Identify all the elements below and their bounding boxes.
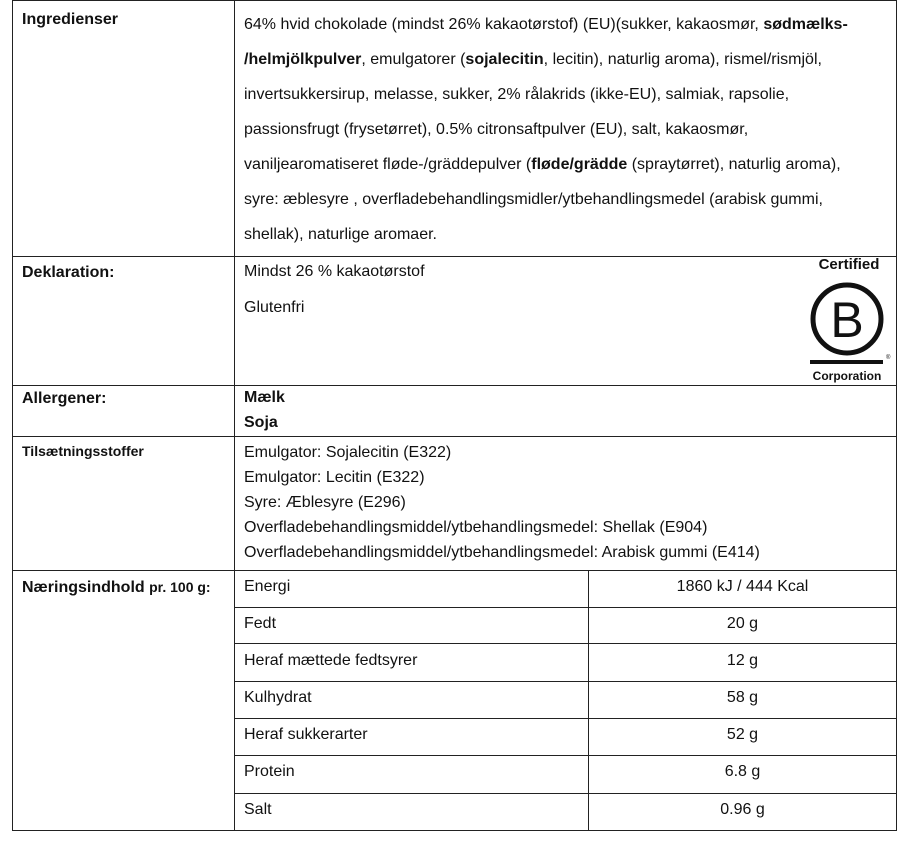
nutrition-row-divider [234,793,897,794]
additive-item: Overfladebehandlingsmiddel/ytbehandlingsmedel: Shellak (E904) [244,519,708,536]
nutrient-name: Heraf sukkerarter [244,726,368,743]
ingredients-segment: (spraytørret), naturlig aroma), syre: æblesyre , overfladebehandlingsmidler/ytbehandlingsmedel (arabisk gummi, shellak), naturlige aromaer. [244,156,841,243]
column-divider [234,0,235,830]
nutrient-name: Protein [244,763,295,780]
additive-item: Emulgator: Lecitin (E322) [244,469,425,486]
declaration-line: Glutenfri [244,299,305,316]
additive-item: Emulgator: Sojalecitin (E322) [244,444,452,461]
ingredients-text [244,7,876,252]
nutrition-row-divider [234,718,897,719]
nutrient-name: Salt [244,801,272,818]
nutrition-label-unit: pr. 100 g: [149,579,211,595]
declaration-text [244,254,425,326]
table-border-left [12,0,13,830]
declaration-line: Mindst 26 % kakaotørstof [244,263,425,280]
nutrient-name: Heraf mættede fedtsyrer [244,652,418,669]
nutrient-name: Energi [244,578,291,595]
b-corp-logo [807,255,892,385]
nutrition-row-divider [234,755,897,756]
table-border-top [12,0,897,1]
nutrient-value: 58 g [726,689,759,706]
ingredients-segment-bold: fløde/grädde [531,156,628,173]
nutrient-name: Kulhydrat [244,689,312,706]
nutrient-value: 20 g [726,615,759,632]
allergens-label: Allergener: [22,390,107,407]
nutrition-label [22,576,211,599]
row-divider [12,385,897,386]
additive-item: Overfladebehandlingsmiddel/ytbehandlingsmedel: Arabisk gummi (E414) [244,544,760,561]
nutrient-value: 52 g [726,726,759,743]
allergen-item: Soja [244,414,278,431]
additive-item: Syre: Æblesyre (E296) [244,494,406,511]
b-corp-certified-text: Certified [818,256,880,273]
ingredients-segment: , lecitin), naturlig aroma), rismel/rismjöl, invertsukkersirup, melasse, sukker, 2% rålakrids (ikke-EU), salmiak, rapsolie, passionsfrugt (frysetørret), 0.5% citronsaftpulver (EU), salt, kakaosmør, vaniljearomatiseret fløde-/gräddepulver ( [244,51,822,173]
nutrition-row-divider [234,607,897,608]
ingredients-segment: 64% hvid chokolade (mindst 26% kakaotørstof) (EU)(sukker, kakaosmør, [244,16,764,33]
nutrition-row-divider [234,643,897,644]
ingredients-segment: , emulgatorer ( [361,51,466,68]
nutrition-label-text: Næringsindhold [22,579,145,596]
additives-label: Tilsætningsstoffer [22,443,144,459]
registered-mark: ® [886,355,891,361]
row-divider [12,570,897,571]
ingredients-segment-bold: sojalecitin [465,51,544,68]
b-corp-corporation-text: Corporation [812,369,882,383]
row-divider [12,436,897,437]
nutrient-name: Fedt [244,615,277,632]
nutrient-value: 12 g [726,652,759,669]
nutrient-value: 1860 kJ / 444 Kcal [676,578,809,595]
row-divider [12,256,897,257]
ingredients-label: Ingredienser [22,11,119,28]
nutrition-row-divider [234,681,897,682]
declaration-label: Deklaration: [22,264,115,281]
product-spec-table [12,0,897,840]
b-corp-bar [810,360,883,364]
ingredients-segment-bold: sødmælks- [763,16,848,33]
table-border-bottom [12,830,897,831]
allergen-item: Mælk [244,389,285,406]
ingredients-segment-bold: /helmjölkpulver [244,51,362,68]
nutrient-value: 0.96 g [720,801,765,818]
nutrient-value: 6.8 g [724,763,761,780]
b-corp-letter: B [830,292,864,348]
